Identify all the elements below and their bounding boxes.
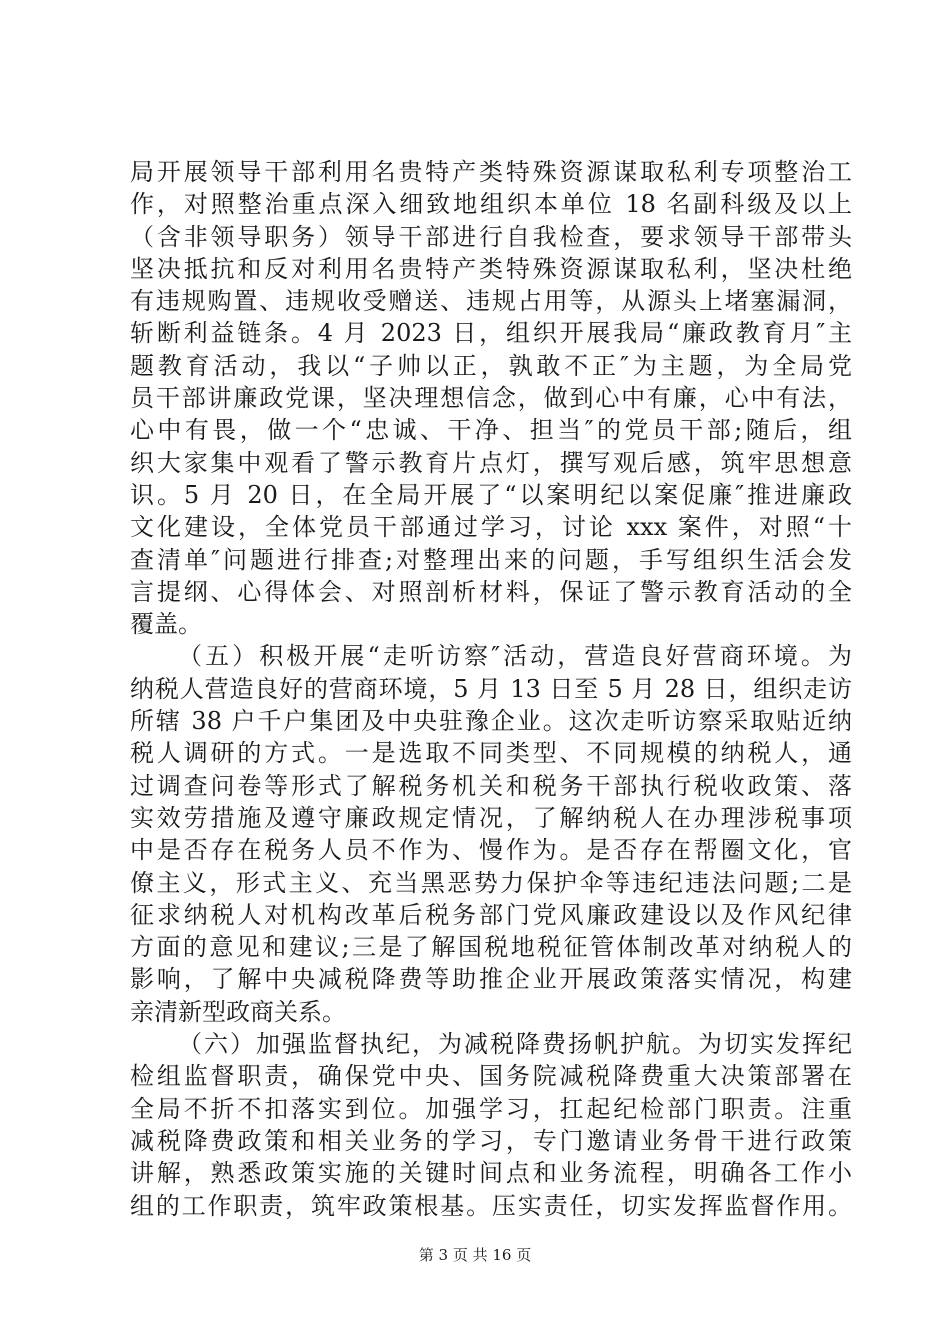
text-line: 方面的意见和建议;三是了解国税地税征管体制改革对纳税人的 [130, 933, 852, 962]
text-line: 文化建设，全体党员干部通过学习，讨论 xxx 案件，对照“十 [130, 513, 852, 542]
text-line: 作，对照整治重点深入细致地组织本单位 18 名副科级及以上 [130, 190, 852, 219]
text-line: 减税降费政策和相关业务的学习，专门邀请业务骨干进行政策 [130, 1126, 852, 1155]
body-text [130, 156, 852, 1222]
text-line: 题教育活动，我以“子帅以正，孰敢不正″为主题，为全局党 [130, 351, 852, 380]
text-line: 言提纲、心得体会、对照剖析材料，保证了警示教育活动的全 [130, 577, 852, 606]
text-line: 员干部讲廉政党课，坚决理想信念，做到心中有廉，心中有法， [130, 384, 852, 413]
text-line: 织大家集中观看了警示教育片点灯，撰写观后感，筑牢思想意 [130, 448, 852, 477]
text-line: 有违规购置、违规收受赠送、违规占用等，从源头上堵塞漏洞， [130, 287, 852, 316]
text-line: 纳税人营造良好的营商环境，5 月 13 日至 5 月 28 日，组织走访 [130, 674, 852, 703]
text-line: 僚主义，形式主义、充当黑恶势力保护伞等违纪违法问题;二是 [130, 868, 852, 897]
text-line: 识。5 月 20 日，在全局开展了“以案明纪以案促廉″推进廉政 [130, 480, 852, 509]
text-line: 实效劳措施及遵守廉政规定情况，了解纳税人在办理涉税事项 [130, 803, 852, 832]
text-line: 查清单″问题进行排查;对整理出来的问题，手写组织生活会发 [130, 545, 852, 574]
text-line: 检组监督职责，确保党中央、国务院减税降费重大决策部署在 [130, 1062, 852, 1091]
paragraph-start-line: （六）加强监督执纪，为减税降费扬帆护航。为切实发挥纪 [178, 1030, 852, 1059]
text-line: 过调查问卷等形式了解税务机关和税务干部执行税收政策、落 [130, 771, 852, 800]
text-line: 影响，了解中央减税降费等助推企业开展政策落实情况，构建 [130, 965, 852, 994]
paragraph-end-line: 覆盖。 [130, 610, 202, 639]
text-line: （含非领导职务）领导干部进行自我检查，要求领导干部带头 [130, 222, 852, 251]
text-line: 讲解，熟悉政策实施的关键时间点和业务流程，明确各工作小 [130, 1159, 852, 1188]
paragraph-end-line: 亲清新型政商关系。 [130, 997, 346, 1026]
text-line: 局开展领导干部利用名贵特产类特殊资源谋取私利专项整治工 [130, 158, 852, 186]
text-line: 全局不折不扣落实到位。加强学习，扛起纪检部门职责。注重 [130, 1094, 852, 1123]
text-line: 所辖 38 户千户集团及中央驻豫企业。这次走听访察采取贴近纳 [130, 707, 852, 736]
text-line: 征求纳税人对机构改革后税务部门党风廉政建设以及作风纪律 [130, 900, 852, 929]
text-line: 组的工作职责，筑牢政策根基。压实责任，切实发挥监督作用。 [130, 1191, 852, 1220]
paragraph-start-line: （五）积极开展“走听访察″活动，营造良好营商环境。为 [178, 642, 852, 671]
text-line: 心中有畏，做一个“忠诚、干净、担当″的党员干部;随后，组 [130, 416, 852, 445]
page-number-footer: 第 3 页 共 16 页 [418, 1246, 532, 1264]
text-line: 坚决抵抗和反对利用名贵特产类特殊资源谋取私利，坚决杜绝 [130, 254, 852, 283]
text-line: 中是否存在税务人员不作为、慢作为。是否存在帮圈文化，官 [130, 836, 852, 865]
text-line: 税人调研的方式。一是选取不同类型、不同规模的纳税人，通 [130, 739, 852, 768]
text-line: 斩断利益链条。4 月 2023 日，组织开展我局“廉政教育月″主 [130, 319, 852, 348]
